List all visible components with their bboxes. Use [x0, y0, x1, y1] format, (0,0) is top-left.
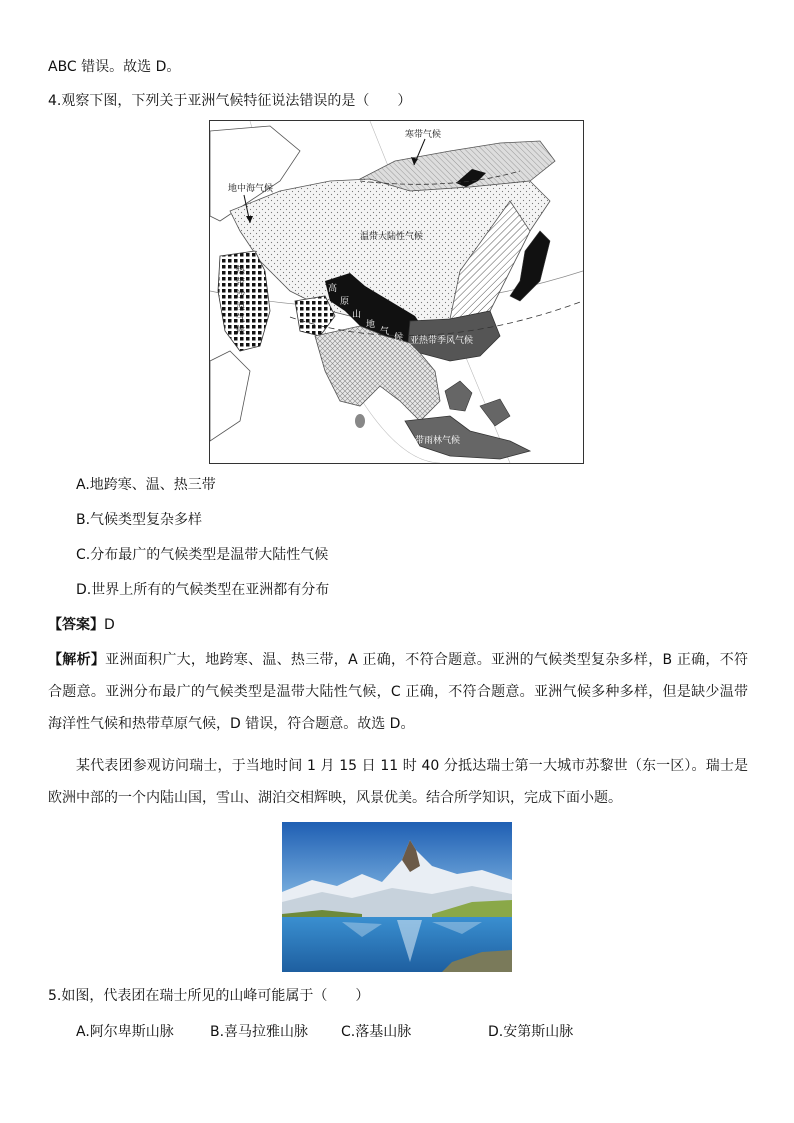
- intro-paragraph: 某代表团参观访问瑞士，于当地时间 1 月 15 日 11 时 40 分抵达瑞士第一大城市苏黎世（东一区）。瑞士是欧洲中部的一个内陆山国，雪山、湖泊交相辉映，风景优美。结合所学知识，完成下面小题。: [48, 758, 748, 806]
- label-highland-2: 原: [340, 297, 350, 307]
- question4-stem: 4.观察下图，下列关于亚洲气候特征说法错误的是（ ）: [48, 93, 412, 109]
- question5-stem: 5.如图，代表团在瑞士所见的山峰可能属于（ ）: [48, 988, 370, 1004]
- q5-option-a: A.阿尔卑斯山脉: [76, 1024, 174, 1040]
- label-desert-4: 漠: [236, 302, 246, 312]
- answer-value: D: [104, 617, 115, 633]
- analysis-text: 亚洲面积广大，地跨寒、温、热三带，A 正确，不符合题意。亚洲的气候类型复杂多样，B 正确，不符合题意。亚洲分布最广的气候类型是温带大陆性气候，C 正确，不符合题意。亚洲气候多种多样，但是缺少温带海洋性气候和热带草原气候，D 错误，符合题意。故选 D。: [48, 652, 748, 732]
- matterhorn-photo: [282, 822, 512, 972]
- label-highland-6: 候: [394, 333, 404, 343]
- q4-option-d: D.世界上所有的气候类型在亚洲都有分布: [76, 582, 330, 598]
- analysis-label: 【解析】: [48, 652, 106, 668]
- prev-answer-tail: ABC 错误。故选 D。: [48, 59, 181, 75]
- q4-option-b: B.气候类型复杂多样: [76, 512, 203, 528]
- q5-option-c: C.落基山脉: [341, 1024, 412, 1040]
- answer-line: [48, 615, 115, 635]
- q5-option-b: B.喜马拉雅山脉: [210, 1024, 309, 1040]
- asia-climate-map: [209, 120, 584, 464]
- q5-option-d: D.安第斯山脉: [488, 1024, 574, 1040]
- analysis-paragraph: [48, 644, 748, 740]
- label-desert-5: 气: [236, 314, 246, 324]
- label-desert-6: 候: [236, 326, 246, 336]
- label-desert-1: 热: [236, 266, 246, 276]
- label-highland-3: 山: [352, 310, 362, 320]
- label-desert-2: 带: [236, 278, 246, 288]
- label-desert-3: 沙: [236, 290, 246, 300]
- label-tropical-rainforest: 热带雨林气候: [406, 436, 461, 446]
- q4-option-a: A.地跨寒、温、热三带: [76, 477, 216, 493]
- answer-label: 【答案】: [48, 617, 104, 633]
- label-mediterranean: 地中海气候: [228, 184, 274, 194]
- label-highland-5: 气: [380, 327, 390, 337]
- label-highland-4: 地: [366, 320, 376, 330]
- label-highland-1: 高: [328, 284, 338, 294]
- label-cold: 寒带气候: [405, 130, 442, 140]
- q4-option-c: C.分布最广的气候类型是温带大陆性气候: [76, 547, 329, 563]
- label-temperate-continental: 温带大陆性气候: [360, 232, 424, 242]
- label-subtropical-monsoon: 亚热带季风气候: [410, 336, 474, 346]
